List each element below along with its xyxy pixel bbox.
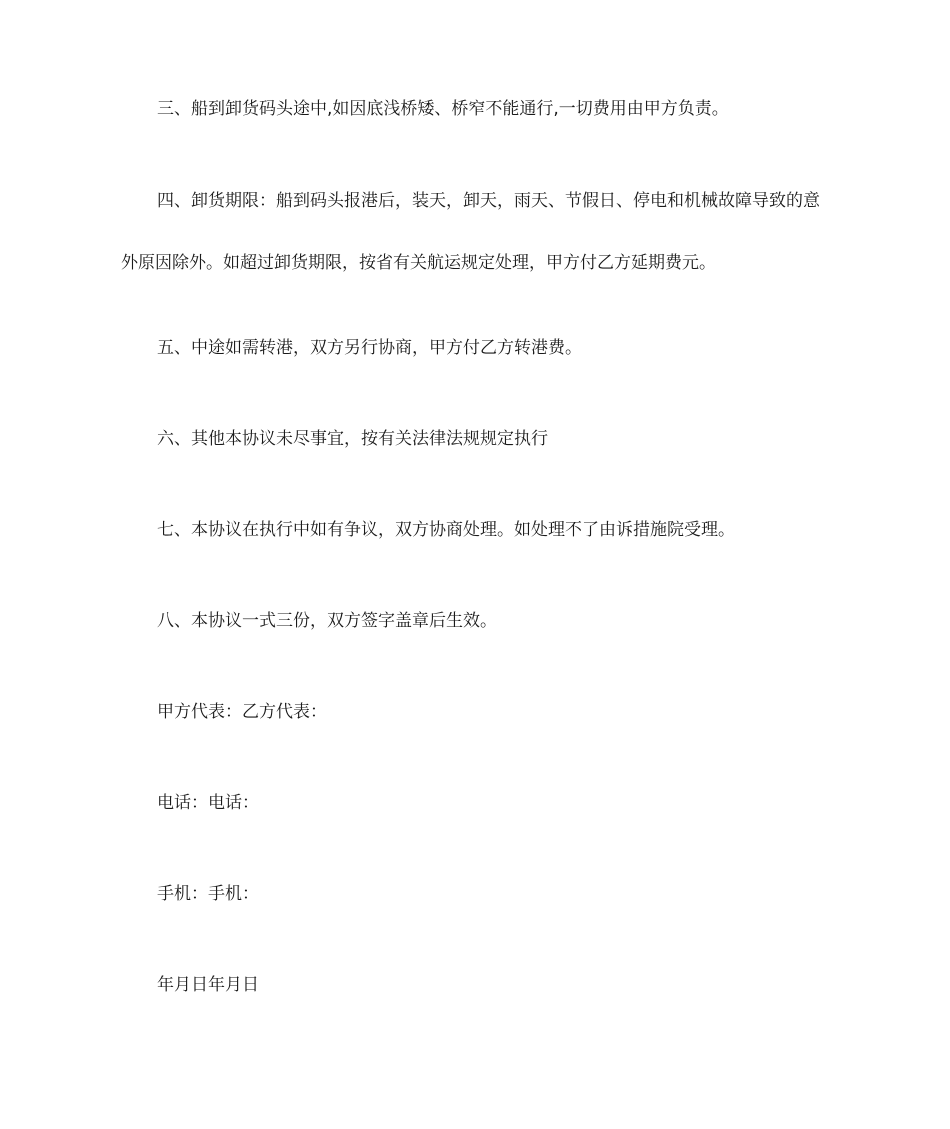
date-line: 年月日年月日: [157, 975, 259, 995]
clause-6-paragraph: 六、其他本协议未尽事宜，按有关法律法规规定执行: [157, 429, 548, 449]
clause-3-paragraph: 三、船到卸货码头途中,如因底浅桥矮、桥窄不能通行,一切费用由甲方负责。: [157, 99, 729, 119]
clause-5-paragraph: 五、中途如需转港，双方另行协商，甲方付乙方转港费。: [157, 338, 582, 358]
clause-4-paragraph: 四、卸货期限：船到码头报港后，装天，卸天，雨天、节假日、停电和机械故障导致的意外原因除外。如超过卸货期限，按省有关航运规定处理，甲方付乙方延期费元。: [121, 191, 820, 273]
representatives-line: 甲方代表：乙方代表：: [157, 702, 327, 722]
clause-7-paragraph: 七、本协议在执行中如有争议，双方协商处理。如处理不了由诉措施院受理。: [157, 520, 735, 540]
phone-line: 电话：电话：: [157, 793, 259, 813]
mobile-line: 手机：手机：: [157, 884, 259, 904]
clause-8-paragraph: 八、本协议一式三份，双方签字盖章后生效。: [157, 611, 497, 631]
